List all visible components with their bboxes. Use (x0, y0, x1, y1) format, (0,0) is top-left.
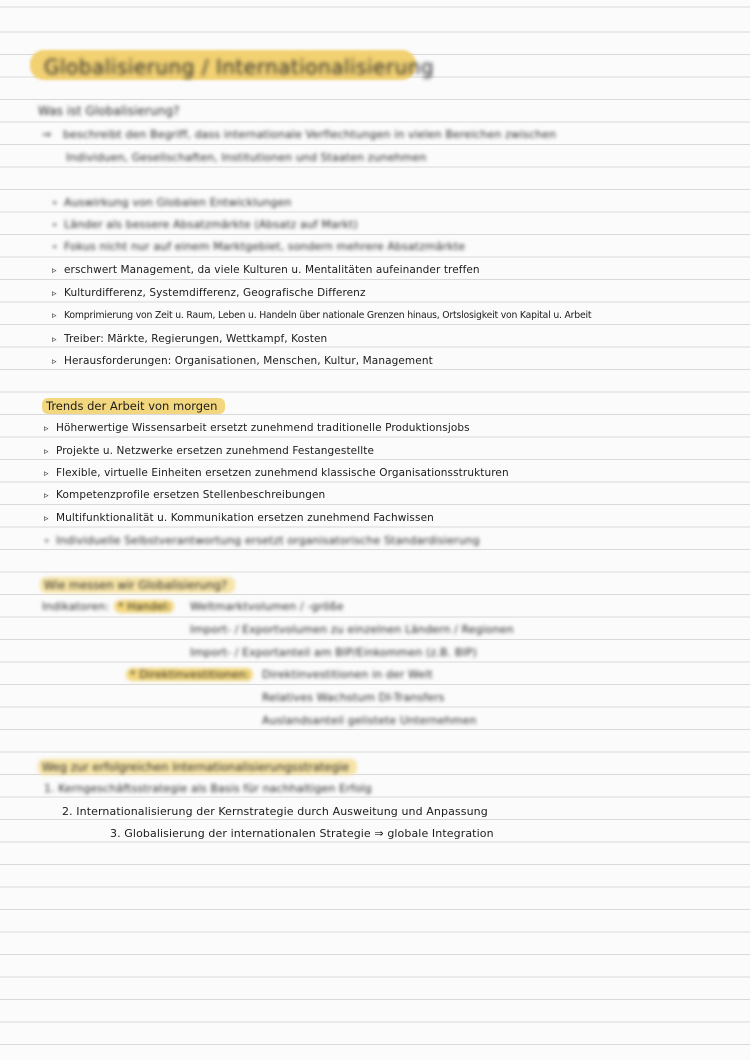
di-line: Relatives Wachstum DI-Transfers (262, 691, 445, 704)
handel-line: Import- / Exportvolumen zu einzelnen Ländern / Regionen (190, 623, 514, 636)
list-item: ▹ Herausforderungen: Organisationen, Menschen, Kultur, Management (52, 355, 433, 367)
list-item: ▹ Komprimierung von Zeit u. Raum, Leben u. Handeln über nationale Grenzen hinaus, Ortslosigkeit von Kapital u. Arbeit (52, 310, 592, 321)
section3-heading: Wie messen wir Globalisierung? (40, 577, 235, 593)
list-item: ▹ erschwert Management, da viele Kulturen u. Mentalitäten aufeinander treffen (52, 264, 480, 276)
bullet-triangle-icon: ▹ (44, 424, 49, 434)
bullet-triangle-icon: ▹ (44, 491, 49, 501)
handel-line: Import- / Exportanteil am BIP/Einkommen (z.B. BIP) (190, 646, 477, 659)
list-item: ▹ Multifunktionalität u. Kommunikation ersetzen zunehmend Fachwissen (44, 512, 434, 524)
list-item: ▹ Höherwertige Wissensarbeit ersetzt zunehmend traditionelle Produktionsjobs (44, 422, 470, 434)
list-item: ▹ Projekte u. Netzwerke ersetzen zunehmend Festangestellte (44, 445, 375, 457)
definition-line-2: Individuen, Gesellschaften, Institutionen und Staaten zunehmen (66, 151, 427, 164)
list-item: ▹ Treiber: Märkte, Regierungen, Wettkampf, Kosten (52, 333, 328, 345)
definition-line-1: ⇒ beschreibt den Begriff, dass internationale Verflechtungen in vielen Bereichen zwischen (42, 128, 557, 141)
di-line: Direktinvestitionen in der Welt (262, 668, 433, 681)
step-item: 1. Kerngeschäftsstrategie als Basis für nachhaltigen Erfolg (44, 782, 372, 795)
bullet-triangle-icon: ▹ (52, 357, 57, 367)
di-line: Auslandsanteil gelistete Unternehmen (262, 714, 477, 727)
bullet-triangle-icon: ▹ (52, 311, 57, 321)
bullet-triangle-icon: ▹ (44, 447, 49, 457)
bullet-triangle-icon: ▹ (44, 514, 49, 524)
list-item: • Länder als bessere Absatzmärkte (Absatz auf Markt) (52, 218, 358, 231)
bullet-dot-icon: • (44, 537, 50, 547)
list-item: ▹ Kompetenzprofile ersetzen Stellenbeschreibungen (44, 489, 326, 501)
bullet-triangle-icon: ▹ (52, 335, 57, 345)
di-label: * Direktinvestitionen: (126, 668, 253, 682)
bullet-triangle-icon: ▹ (44, 469, 49, 479)
arrow-icon: ⇒ (42, 128, 52, 141)
bullet-triangle-icon: ▹ (52, 289, 57, 299)
list-item: ▹ Flexible, virtuelle Einheiten ersetzen zunehmend klassische Organisationsstrukturen (44, 467, 509, 479)
step-item: 2. Internationalisierung der Kernstrategie durch Ausweitung und Anpassung (62, 805, 488, 818)
bullet-dot-icon: • (52, 243, 58, 253)
section2-heading: Trends der Arbeit von morgen (42, 398, 225, 414)
list-item: • Fokus nicht nur auf einem Marktgebiet, sondern mehrere Absatzmärkte (52, 240, 466, 253)
indicators-label: Indikatoren: (42, 600, 110, 613)
page-title: Globalisierung / Internationalisierung (44, 55, 435, 79)
step-item: 3. Globalisierung der internationalen Strategie ⇒ globale Integration (110, 827, 494, 840)
section4-heading: Weg zur erfolgreichen Internationalisierungsstrategie (38, 759, 357, 775)
list-item: • Individuelle Selbstverantwortung ersetzt organisatorische Standardisierung (44, 534, 480, 547)
list-item: ▹ Kulturdifferenz, Systemdifferenz, Geografische Differenz (52, 287, 366, 299)
bullet-triangle-icon: ▹ (52, 266, 57, 276)
bullet-dot-icon: • (52, 221, 58, 231)
handel-line: Weltmarktvolumen / -größe (190, 600, 344, 613)
section1-heading: Was ist Globalisierung? (38, 104, 180, 118)
bullet-dot-icon: • (52, 199, 58, 209)
handel-label: * Handel: (114, 600, 174, 614)
list-item: • Auswirkung von Globalen Entwicklungen (52, 196, 292, 209)
